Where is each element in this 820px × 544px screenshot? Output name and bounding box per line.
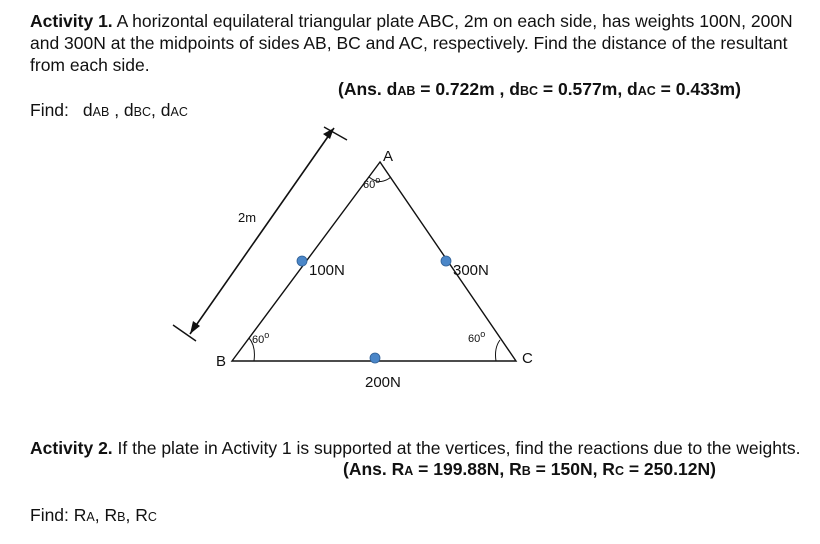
answer-text: = 199.88N, R (413, 459, 522, 479)
dimension-line (190, 128, 334, 334)
answer-text: = 0.722m , d (415, 79, 520, 99)
find-subscript: C (147, 510, 157, 524)
answer-subscript: A (404, 464, 414, 478)
activity2-paragraph (30, 437, 810, 459)
answer-subscript: AC (637, 84, 656, 98)
find-subscript: B (117, 510, 126, 524)
vertex-a-label: A (383, 148, 394, 165)
activity2-find (30, 505, 157, 526)
activity2-heading: Activity 2. (30, 438, 113, 458)
side-length-label: 2m (238, 210, 257, 225)
angle-a-label: 60$^o$ (363, 175, 381, 191)
answer-text: = 150N, R (530, 459, 615, 479)
answer-text: (Ans. d (338, 79, 398, 99)
find-var: , d (151, 100, 171, 120)
load-point-ab (297, 256, 307, 266)
answer-text: = 0.577m, d (538, 79, 638, 99)
find-subscript: A (86, 510, 95, 524)
find-subscript: AC (170, 105, 188, 119)
angle-b-label: 60$^o$ (252, 330, 270, 346)
vertex-c-label: C (522, 350, 533, 367)
load-ac-label: 300N (453, 262, 489, 279)
find-var: , d (109, 100, 134, 120)
find-label: Find: R (30, 505, 87, 525)
load-ab-label: 100N (309, 262, 345, 279)
find-label: Find: (30, 100, 69, 120)
find-var: , R (94, 505, 118, 525)
activity1-heading: Activity 1. (30, 11, 113, 31)
find-var: d (82, 100, 93, 120)
load-bc-label: 200N (365, 374, 401, 391)
answer-subscript: B (521, 464, 531, 478)
activity2-answer (343, 459, 716, 480)
load-point-ac (441, 256, 451, 266)
answer-subscript: BC (519, 84, 539, 98)
load-point-bc (370, 353, 380, 363)
answer-subscript: C (614, 464, 624, 478)
activity2-body: If the plate in Activity 1 is supported at the vertices, find the reactions due to the weights. (112, 438, 801, 458)
answer-text: = 250.12N) (623, 459, 716, 479)
find-subscript: BC (133, 105, 152, 119)
answer-text: (Ans. R (343, 459, 405, 479)
find-var: , R (125, 505, 148, 525)
angle-arc-c (496, 340, 501, 361)
angle-c-label: 60$^o$ (468, 329, 486, 345)
activity1-body: A horizontal equilateral triangular plate ABC, 2m on each side, has weights 100N, 200N and 300N at the midpoints of sides AB, BC and AC, respectively. Find the distance of the resultant from each side. (30, 11, 793, 75)
answer-text: = 0.433m) (655, 79, 741, 99)
find-subscript: AB (92, 105, 110, 119)
vertex-b-label: B (216, 353, 227, 370)
answer-subscript: AB (397, 84, 416, 98)
